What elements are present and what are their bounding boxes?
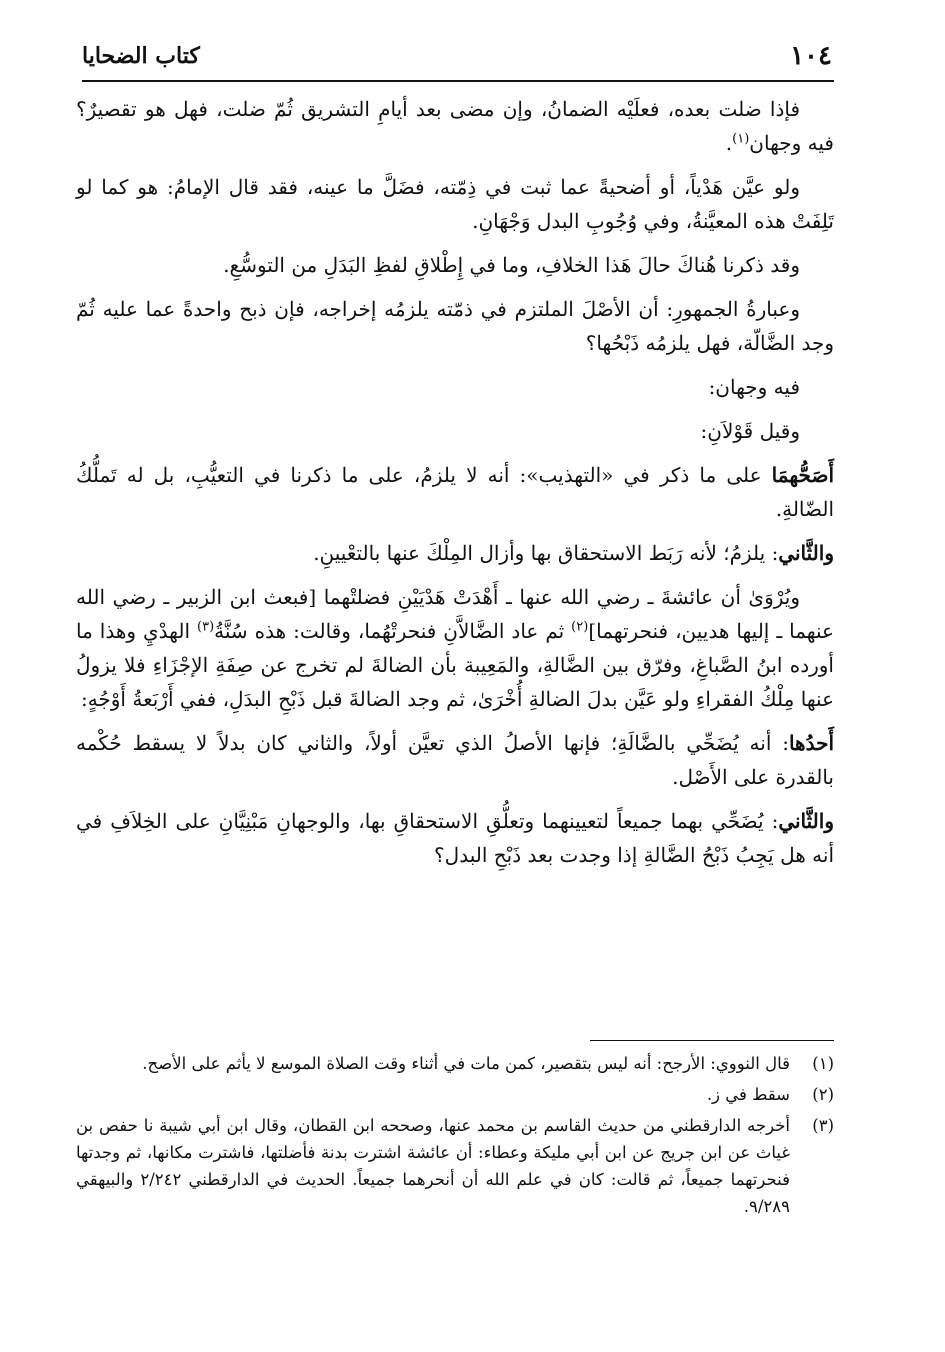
paragraph bbox=[76, 92, 834, 160]
paragraph bbox=[76, 726, 834, 794]
paragraph: وعبارةُ الجمهورِ: أن الأصْلَ الملتزم في ذمّته يلزمُه إخراجه، فإن ذبح واحدةً عما عليه ثُمّ وجد الضَّالّة، فهل يلزمُه ذَبْحُها؟ bbox=[76, 297, 834, 355]
paragraph-lead: أَصَحُّهمَا bbox=[771, 463, 834, 487]
paragraph-text: الهدْيِ وهذا ما أورده ابنُ الصَّباغِ، وفرّق بين الضَّالةِ، والمَعِيبة بأن الضالةَ لم تخرج عن صِفَةِ الإجْزَاءِ فلا يزولُ عنها مِلْكُ الفقراءِ ولو عَيَّن بدلَ الضالةِ أُخْرَىٰ، ثم وجد الضالةَ قبل ذَبْحِ البدَلِ، ففي أَرْبَعةُ أَوْجُهٍ: bbox=[76, 619, 834, 711]
footnote-text: أخرجه الدارقطني من حديث القاسم بن محمد عنها، وصححه ابن القطان، وقال ابن أبي شيبة نا حفص بن غياث عن ابن جريج عن ابن أبي مليكة وعطاء: أن عائشة اشترت بدنة فأضلتها، فاشترت مكانها، ثم وجدتها فنحرتهما جميعاً، ثم قالت: كان في علم الله أن أنحرهما جميعاً. الحديث في الدارقطني ٢/٢٤٢ والبيهقي ٩/٢٨٩. bbox=[76, 1116, 790, 1216]
footnote-separator bbox=[590, 1040, 834, 1041]
paragraph-end: . bbox=[725, 131, 733, 155]
paragraph-text: فإذا ضلت بعده، فعلَيْه الضمانُ، وإن مضى بعد أيامِ التشريق ثُمّ ضلت، فهل هو تقصيرٌ؟ فيه وجهان bbox=[76, 97, 834, 155]
footnote-item bbox=[76, 1050, 834, 1077]
footnote-marker: (١) bbox=[732, 131, 750, 147]
page-number: ١٠٤ bbox=[790, 41, 832, 71]
paragraph-text: : يلزمُ؛ لأنه رَبَط الاستحقاق بها وأزال المِلْكَ عنها بالتعْيينِ. bbox=[313, 541, 779, 565]
footnote-number: (٣) bbox=[812, 1116, 834, 1135]
paragraph bbox=[76, 458, 834, 526]
paragraph: وقيل قَوْلاَنِ: bbox=[700, 419, 800, 443]
paragraph-text: على ما ذكر في «التهذيب»: أنه لا يلزمُ، على ما ذكرنا في التعيُّبِ، بل له تَملُّكُ الضّالةِ. bbox=[76, 463, 834, 521]
header-rule bbox=[82, 80, 834, 82]
paragraph-lead: والثَّاني bbox=[778, 541, 834, 565]
footnotes bbox=[76, 1050, 834, 1224]
page-header bbox=[82, 34, 832, 78]
footnote-text: قال النووي: الأرجح: أنه ليس بتقصير، كمن مات في أثناء وقت الصلاة الموسع لا يأثم على الأصح. bbox=[142, 1054, 790, 1073]
footnote-item bbox=[76, 1081, 834, 1108]
footnote-number: (٢) bbox=[812, 1085, 834, 1104]
paragraph bbox=[76, 536, 834, 570]
paragraph: فيه وجهان: bbox=[708, 375, 800, 399]
paragraph bbox=[76, 804, 834, 872]
book-title: كتاب الضحايا bbox=[82, 43, 200, 69]
main-text bbox=[76, 92, 834, 882]
paragraph-text: : أنه يُضَحِّي بالضَّالَةِ؛ فإنها الأصلُ الذي تعيَّن أولاً، والثاني كان بدلاً لا يسقط حُكْمه بالقدرة على الأَصْل. bbox=[76, 731, 834, 789]
footnote-number: (١) bbox=[812, 1054, 834, 1073]
paragraph-lead: والثَّاني bbox=[778, 809, 834, 833]
paragraph-text: ويُرْوَىٰ أن عائشةَ ـ رضي الله عنها ـ أَهْدَتْ هَدْيَيْنِ فضلتْهما [فبعث ابن الزبير ـ رضي الله عنهما ـ إليها هديين، فنحرتهما] bbox=[76, 585, 834, 643]
paragraph: ولو عيَّن هَدْياً، أو أضحيةً عما ثبت في ذِمّته، فضَلَّ ما عينه، فقد قال الإمامُ: هو كما لو تَلِفَتْ هذه المعيَّنةُ، وفي وُجُوبِ البدل وَجْهَانِ. bbox=[76, 175, 834, 233]
paragraph-lead: أَحدُها bbox=[788, 731, 834, 755]
paragraph bbox=[76, 580, 834, 716]
footnote-text: سقط في ز. bbox=[706, 1085, 790, 1104]
paragraph-text: : يُضَحِّي بهما جميعاً لتعيينهما وتعلُّقِ الاستحقاقِ بها، والوجهانِ مَبْنِيَّانِ على الخِلاَفِ في أنه هل يَجِبُ ذَبْحُ الضَّالةِ إذا وجدت بعد ذَبْحِ البدل؟ bbox=[76, 809, 834, 867]
footnote-marker: (٣) bbox=[197, 619, 215, 635]
paragraph-text: ثم عاد الضَّالاَّنِ فنحرتْهُما، وقالت: هذه سُنَّةُ bbox=[214, 619, 572, 643]
footnote-item bbox=[76, 1112, 834, 1220]
footnote-marker: (٢) bbox=[571, 619, 589, 635]
paragraph: وقد ذكرنا هُناكَ حالَ هَذا الخلافِ، وما في إِطْلاقِ لفظِ البَدَلِ من التوسُّعِ. bbox=[223, 253, 800, 277]
